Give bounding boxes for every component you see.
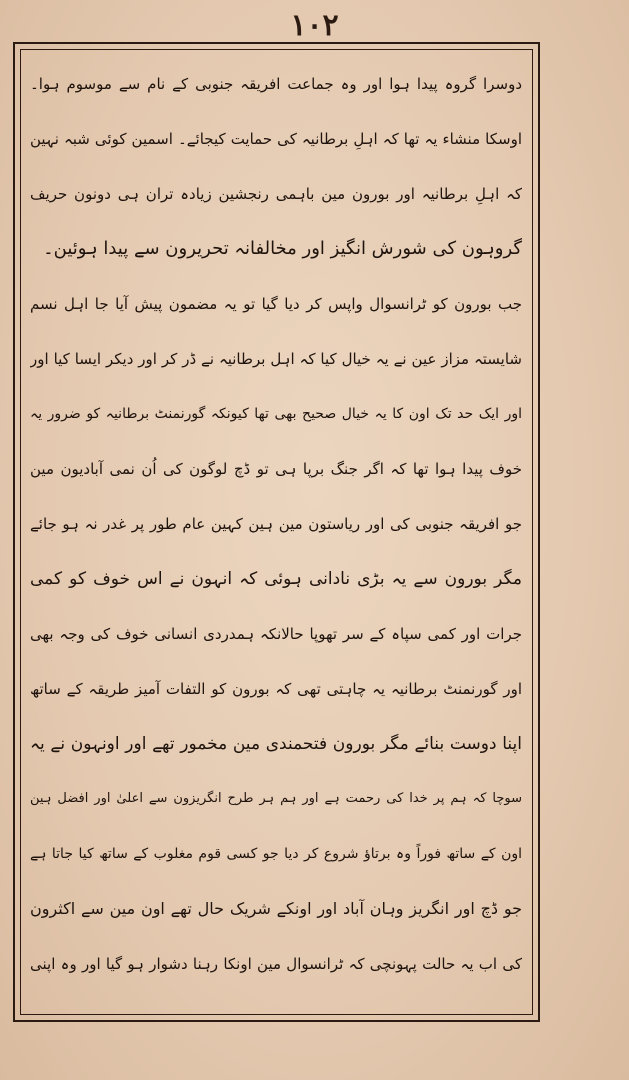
text-line: دوسرا گروہ پیدا ہوا اور وہ جماعت افریقہ جنوبی کے نام سے موسوم ہوا۔ — [30, 75, 522, 93]
text-line: اوسکا منشاء یہ تھا کہ اہلِ برطانیہ کی حمایت کیجائے۔ اسمین کوئی شبہ نہین — [30, 130, 522, 148]
text-line: مگر بورون سے یہ بڑی نادانی ہوئی کہ انہون نے اس خوف کو کمی — [30, 569, 522, 589]
text-line: جب بورون کو ٹرانسوال واپس کر دیا گیا تو یہ مضمون پیش آیا جا اہل نسم — [30, 295, 522, 313]
text-line: جرات اور کمی سپاہ کے سر تھوپا حالانکہ ہمدردی انسانی خوف کی وجہ بھی — [30, 625, 522, 643]
text-line: کہ اہلِ برطانیہ اور بورون مین باہمی رنجشین زیادہ تران ہی دونون حریف — [30, 185, 522, 203]
text-line: گروہون کی شورش انگیز اور مخالفانہ تحریرون سے پیدا ہوئین۔ — [43, 238, 522, 259]
text-line: شایستہ مزاز عین نے یہ خیال کیا کہ اہل برطانیہ نے ڈر کر اور دیکر ایسا کیا اور — [30, 350, 522, 368]
text-line: اور گورنمنٹ برطانیہ یہ چاہتی تھی کہ بورون کو التفات آمیز طریقہ کے ساتھ — [30, 680, 522, 698]
text-line: اون کے ساتھ فوراً وہ برتاؤ شروع کر دیا جو کسی قوم مغلوب کے ساتھ کیا جاتا ہے — [30, 846, 522, 862]
text-line: جو افریقہ جنوبی کی اور ریاستون مین ہین کہین عام طور پر غدر نہ ہو جائے — [30, 515, 522, 533]
text-line: اور ایک حد تک اون کا یہ خیال صحیح بھی تھا کیونکہ گورنمنٹ برطانیہ کو ضرور یہ — [30, 406, 522, 422]
text-line: اپنا دوست بنائے مگر بورون فتحمندی مین مخمور تھے اور اونہون نے یہ — [30, 734, 522, 754]
text-line: خوف پیدا ہوا تھا کہ اگر جنگ برپا ہی تو ڈچ لوگون کی اُن نمی آبادیون مین — [30, 460, 522, 478]
text-line: کی اب یہ حالت پہونچی کہ ٹرانسوال مین اونکا رہنا دشوار ہو گیا اور وہ اپنی — [30, 955, 522, 973]
page-number: ۱۰۲ — [290, 8, 339, 43]
text-line: جو ڈچ اور انگریز وہان آباد اور اونکے شریک حال تھے اون مین سے اکثرون — [30, 899, 522, 918]
text-line: سوچا کہ ہم پر خدا کی رحمت ہے اور ہم ہر طرح انگریزون سے اعلیٰ اور افضل ہین — [30, 791, 522, 806]
body-text — [30, 64, 522, 1004]
